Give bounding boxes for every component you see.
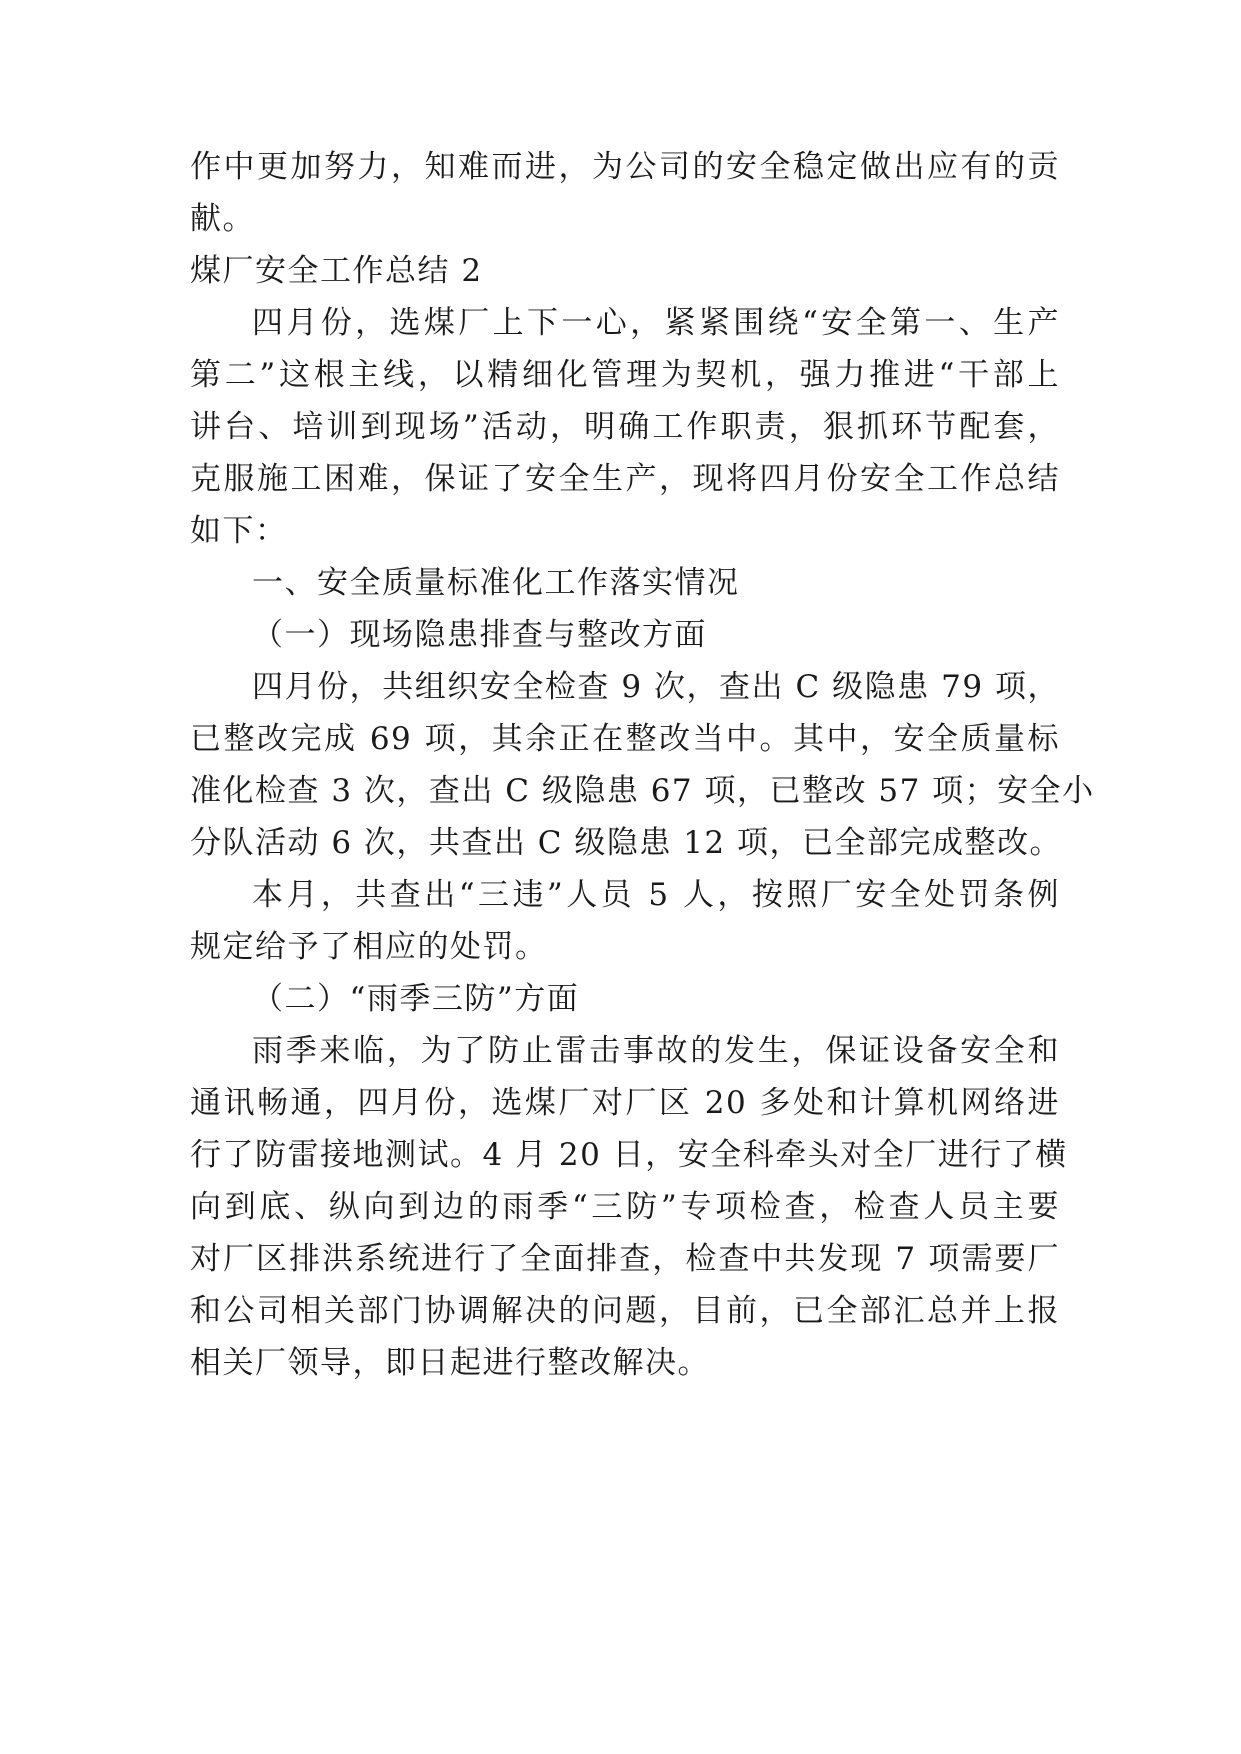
document-title: 煤厂安全工作总结 2 [190, 253, 483, 289]
subsection-heading: （一）现场隐患排查与整改方面 [252, 617, 707, 653]
paragraph-line: 通讯畅通，四月份，选煤厂对厂区 20 多处和计算机网络进 [190, 1085, 1060, 1121]
paragraph-line: 分队活动 6 次，共查出 C 级隐患 12 项，已全部完成整改。 [190, 825, 1063, 861]
paragraph-line: 行了防雷接地测试。4 月 20 日，安全科牵头对全厂进行了横 [190, 1137, 1068, 1173]
subsection-heading: （二）“雨季三防”方面 [252, 981, 580, 1017]
paragraph-line: 对厂区排洪系统进行了全面排查，检查中共发现 7 项需要厂 [190, 1241, 1060, 1277]
paragraph-line: 四月份，选煤厂上下一心，紧紧围绕“安全第一、生产 [252, 305, 1060, 341]
paragraph-line: 献。 [190, 201, 255, 237]
paragraph-line: 雨季来临，为了防止雷击事故的发生，保证设备安全和 [252, 1033, 1060, 1069]
paragraph-line: 本月，共查出“三违”人员 5 人，按照厂安全处罚条例 [252, 877, 1060, 913]
paragraph-line: 第二”这根主线，以精细化管理为契机，强力推进“干部上 [190, 357, 1060, 393]
paragraph-line: 四月份，共组织安全检查 9 次，查出 C 级隐患 79 项， [252, 669, 1060, 705]
paragraph-line: 相关厂领导，即日起进行整改解决。 [190, 1345, 710, 1381]
paragraph-line: 和公司相关部门协调解决的问题，目前，已全部汇总并上报 [190, 1293, 1060, 1329]
paragraph-line: 向到底、纵向到边的雨季“三防”专项检查，检查人员主要 [190, 1189, 1060, 1225]
section-heading: 一、安全质量标准化工作落实情况 [252, 565, 740, 601]
paragraph-line: 如下： [190, 513, 288, 549]
paragraph-line: 准化检查 3 次，查出 C 级隐患 67 项，已整改 57 项；安全小 [190, 773, 1095, 809]
paragraph-line: 作中更加努力，知难而进，为公司的安全稳定做出应有的贡 [190, 149, 1060, 185]
paragraph-line: 规定给予了相应的处罚。 [190, 929, 548, 965]
paragraph-line: 已整改完成 69 项，其余正在整改当中。其中，安全质量标 [190, 721, 1060, 757]
paragraph-line: 讲台、培训到现场”活动，明确工作职责，狠抓环节配套， [190, 409, 1060, 445]
paragraph-line: 克服施工困难，保证了安全生产，现将四月份安全工作总结 [190, 461, 1060, 497]
